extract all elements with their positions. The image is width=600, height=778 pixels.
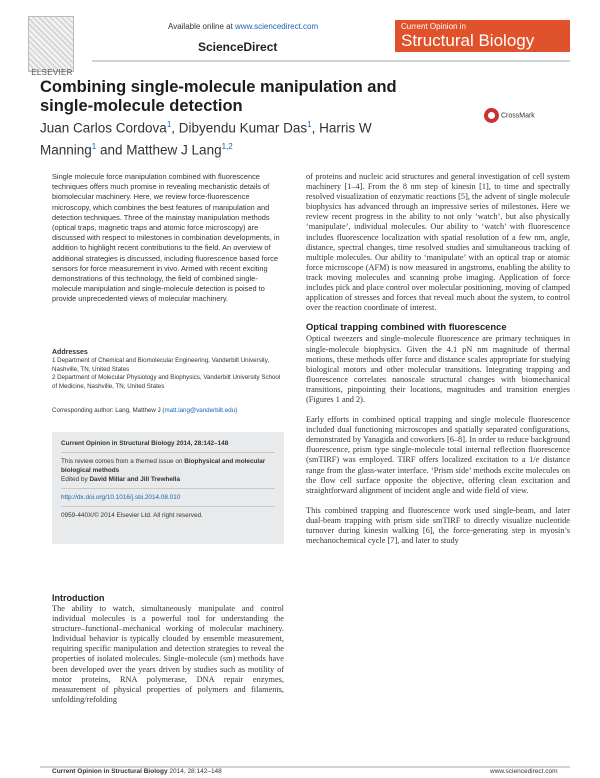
author-name: Juan Carlos Cordova xyxy=(40,120,167,136)
introduction-text: The ability to watch, simultaneously manipulate and control individual molecules is a powerful tool for understanding the structure–functional–mechanical working of molecular machinery. Individual behavior is typically clouded by ensemble measurement, requiring specific manipulation and detection strategies to reveal the properties of isolated molecules. Single-molecule (sm) methods have been developed over the years driven by studies such as motility of motor proteins, RNA polymerase, DNA repair enzymes, measurement of physical properties of polymers and filaments, unfolding/refolding xyxy=(52,604,284,704)
section-heading-optical-trapping: Optical trapping combined with fluorescence xyxy=(306,321,507,333)
available-prefix: Available online at xyxy=(168,22,233,31)
body-paragraph: of proteins and nucleic acid structures and general investigation of cell system machinery [1–4]. From the 8 nm step of kinesin [1], to time and spectrally resolved visualization of enzymatic reactions [5], the advent of single molecule biophysics has advanced through an impressive series of milestones. Here we review recent progress in the ability to not only ‘watch’, but also physically ‘manipulate’, individual molecules. Our ability to ‘watch’ with fluorescence includes fluorescence localization with spatial resolution of a few nm, angle, distance, spectral changes, time resolved studies and simultaneous tracking of multiple molecules. Our ability to ‘manipulate’ with an optical trap or atomic force microscope (AFM) is now measured in angstroms, enabling the ability to track moving molecules and scanning probe imaging. Application of force includes pick and place control over molecular positioning, moving of clamped application of stresses and forces that reveal much about the system, to control over the reaction coordinate of interest. xyxy=(306,172,570,313)
sciencedirect-link[interactable]: www.sciencedirect.com xyxy=(235,22,319,31)
crossmark-label: CrossMark xyxy=(500,112,535,120)
crossmark-badge[interactable] xyxy=(484,108,535,123)
right-column xyxy=(306,172,570,546)
editors-line xyxy=(61,475,275,484)
themed-issue xyxy=(61,457,275,475)
body-paragraph: Optical tweezers and single-molecule fluorescence are primary techniques in single-molecule biophysics. Given the 4.1 pN nm magnitude of thermal motions, these methods offer force and distance scales appropriate for studying biological motors and other molecular transitions. Integrating trapping and fluorescence correlates nanoscale structural changes with biomechanical transitions, pinpointing their locations, magnitudes and transition energies (Figures 1 and 2). xyxy=(306,334,570,404)
edited-prefix: Edited by xyxy=(61,476,88,483)
infobox-divider xyxy=(61,488,275,489)
footer-citation xyxy=(52,768,222,775)
author-name: Dibyendu Kumar Das xyxy=(178,120,308,136)
sciencedirect-title: ScienceDirect xyxy=(198,40,278,54)
addresses-heading: Addresses xyxy=(52,349,88,356)
citation: Current Opinion in Structural Biology 2014, 28:142–148 xyxy=(61,440,229,447)
address-line: 1 Department of Chemical and Biomolecular Engineering, Vanderbilt University, Nashville, TN, United States xyxy=(52,357,270,373)
corresponding-author xyxy=(52,407,284,414)
paragraph-gap xyxy=(306,496,570,506)
author-name: Harris W Manning xyxy=(40,120,372,157)
copyright: 0959-440X/© 2014 Elsevier Ltd. All right reserved. xyxy=(61,512,203,519)
corresponding-prefix: Corresponding author: Lang, Matthew J ( xyxy=(52,407,165,414)
author-affiliation: 1 xyxy=(91,141,97,151)
article-info-box xyxy=(52,432,284,544)
infobox-divider xyxy=(61,506,275,507)
author-name: Matthew J Lang xyxy=(126,142,222,157)
article-title: Combining single-molecule manipulation and single-molecule detection xyxy=(40,78,397,115)
journal-banner-big: Structural Biology xyxy=(401,31,535,50)
elsevier-logo-tree xyxy=(28,16,74,72)
author-separator: and xyxy=(96,142,127,157)
author-affiliation: 1 xyxy=(307,120,312,129)
body-paragraph: Early efforts in combined optical trapping and single molecule fluorescence included dual functioning microscopes and spatially separated configurations, demonstrated by Yanagida and coworkers [6–8]. In order to reduce background fluorescence, prism type single-molecule total internal reflection fluorescence (smTIRF) was employed. TIRF offers localized excitation to a 1/e distance range from the glass-water interface. ‘Prism side’ methods excite molecules on the flow cell surface opposite the objective, offering clean excitation and straightforward alignment of incident angle and wide field of view. xyxy=(306,415,570,495)
journal-banner-small: Current Opinion in xyxy=(401,22,466,31)
doi-link[interactable]: http://dx.doi.org/10.1016/j.sbi.2014.08.010 xyxy=(61,494,181,501)
theme-prefix: This review comes from a themed issue on xyxy=(61,458,183,465)
addresses xyxy=(52,357,284,391)
footer-volume: 2014, 28:142–148 xyxy=(169,768,222,775)
infobox-divider xyxy=(61,452,275,453)
paragraph-gap xyxy=(306,405,570,415)
editors: David Millar and Jill Trewhella xyxy=(89,476,181,483)
theme-name: Biophysical and molecular biological methods xyxy=(61,458,266,474)
footer-journal: Current Opinion in Structural Biology xyxy=(52,768,168,775)
author-list xyxy=(40,116,380,159)
author-separator: , xyxy=(171,120,179,136)
corresponding-email-link[interactable]: matt.lang@vanderbilt.edu xyxy=(164,407,236,414)
corresponding-suffix: ) xyxy=(235,407,238,414)
footer-website: www.sciencedirect.com xyxy=(490,768,558,775)
crossmark-icon xyxy=(484,108,499,123)
abstract: Single molecule force manipulation combined with fluorescence techniques offers much promise in revealing mechanistic details of biomolecular machinery. Here, we review force-fluorescence microscopy, which combines the best features of manipulation and detection techniques. Three of the mainstay manipulation methods (optical traps, magnetic traps and atomic force microscopy) are discussed with respect to milestones in combination developments, in addition to highlight recent contributions to the field. An overview of additional strategies is discussed, including fluorescence based force sensors for force measurement in vivo. Armed with recent exciting demonstrations of this technology, the field of combined single-molecule manipulation and single-molecule detection is poised to provide unprecedented views of molecular machinery. xyxy=(52,172,280,304)
author-affiliation: 1 xyxy=(166,120,172,129)
address-line: 2 Department of Molecular Physiology and Biophysics, Vanderbilt University School of Medicine, Nashville, TN, United States xyxy=(52,374,281,390)
body-paragraph: This combined trapping and fluorescence work used single-beam, and later dual-beam trapping with prism side smTIRF to directly visualize nucleotide turnover during kinesin walking [6], the force-generating step in myosin’s mechanochemical cycle [7], and later to study xyxy=(306,505,570,546)
author-separator: , xyxy=(311,120,320,136)
introduction-heading: Introduction xyxy=(52,593,105,603)
available-online-line xyxy=(168,22,318,31)
elsevier-wordmark: ELSEVIER xyxy=(31,68,73,77)
author-affiliation: 1,2 xyxy=(221,141,233,151)
header-divider xyxy=(92,60,570,62)
journal-banner xyxy=(395,20,570,52)
